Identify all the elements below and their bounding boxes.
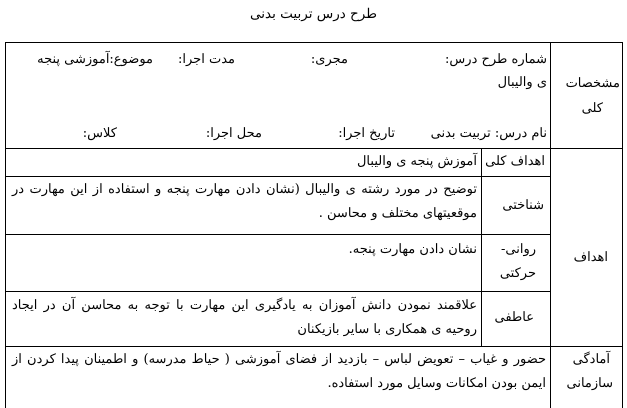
readiness-label-line2: سازمانی: [566, 376, 613, 391]
row-divider-psychomotor: [5, 234, 550, 235]
row-divider-cognitive: [5, 176, 550, 177]
lesson-plan-table: [5, 42, 623, 408]
exec-place-field: محل اجرا:: [205, 126, 262, 141]
topic-continuation: ی والیبال: [497, 75, 547, 90]
exec-date-field: تاریخ اجرا:: [338, 126, 395, 141]
psychomotor-label-line2: حرکتی: [499, 266, 536, 281]
sub-label-column-divider: [481, 148, 482, 346]
label-column-divider: [550, 42, 551, 408]
readiness-text: حضور و غیاب – تعویض لباس – بازدید از فضای آموزشی ( حیاط مدرسه) و اطمینان پیدا کردن از ایمن بودن امکانات وسایل مورد استفاده.: [12, 352, 546, 391]
psychomotor-label-line1: روانی-: [500, 242, 536, 257]
duration-field: مدت اجرا:: [178, 52, 235, 67]
goals-label: اهداف: [573, 250, 608, 265]
general-goals-text: آموزش پنجه ی والیبال: [356, 154, 477, 169]
table-border-left: [5, 42, 6, 408]
affective-text: علاقمند نمودن دانش آموزان به یادگیری این مهارت با توجه به محاسن آن در ایجاد روحیه ی همکاری با سایر بازیکنان: [12, 298, 477, 337]
row-divider-affective: [5, 291, 550, 292]
readiness-label-line1: آمادگی: [572, 352, 610, 367]
table-border-top: [5, 42, 623, 43]
affective-label: عاطفی: [494, 310, 534, 325]
table-border-right: [622, 42, 623, 408]
general-goals-label: اهداف کلی: [485, 154, 545, 169]
cognitive-text: توضیح در مورد رشته ی والیبال (نشان دادن مهارت پنجه و استفاده از این مهارت در موقعیتهای مختلف و محاسن .: [12, 182, 477, 221]
class-field: کلاس:: [82, 126, 117, 141]
topic-field: موضوع:آموزشی پنجه: [37, 52, 153, 67]
lesson-name-field: نام درس: تربیت بدنی: [430, 126, 547, 141]
row-divider-readiness: [5, 346, 623, 347]
general-label-line1: مشخصات: [565, 76, 620, 91]
general-label-line2: کلی: [581, 101, 603, 116]
cognitive-label: شناختی: [502, 198, 544, 213]
executor-field: مجری:: [310, 52, 348, 67]
page-title: طرح درس تربیت بدنی: [250, 6, 377, 22]
psychomotor-text: نشان دادن مهارت پنجه.: [348, 242, 477, 257]
row-divider-general: [5, 148, 623, 149]
plan-number-field: شماره طرح درس:: [445, 52, 547, 67]
